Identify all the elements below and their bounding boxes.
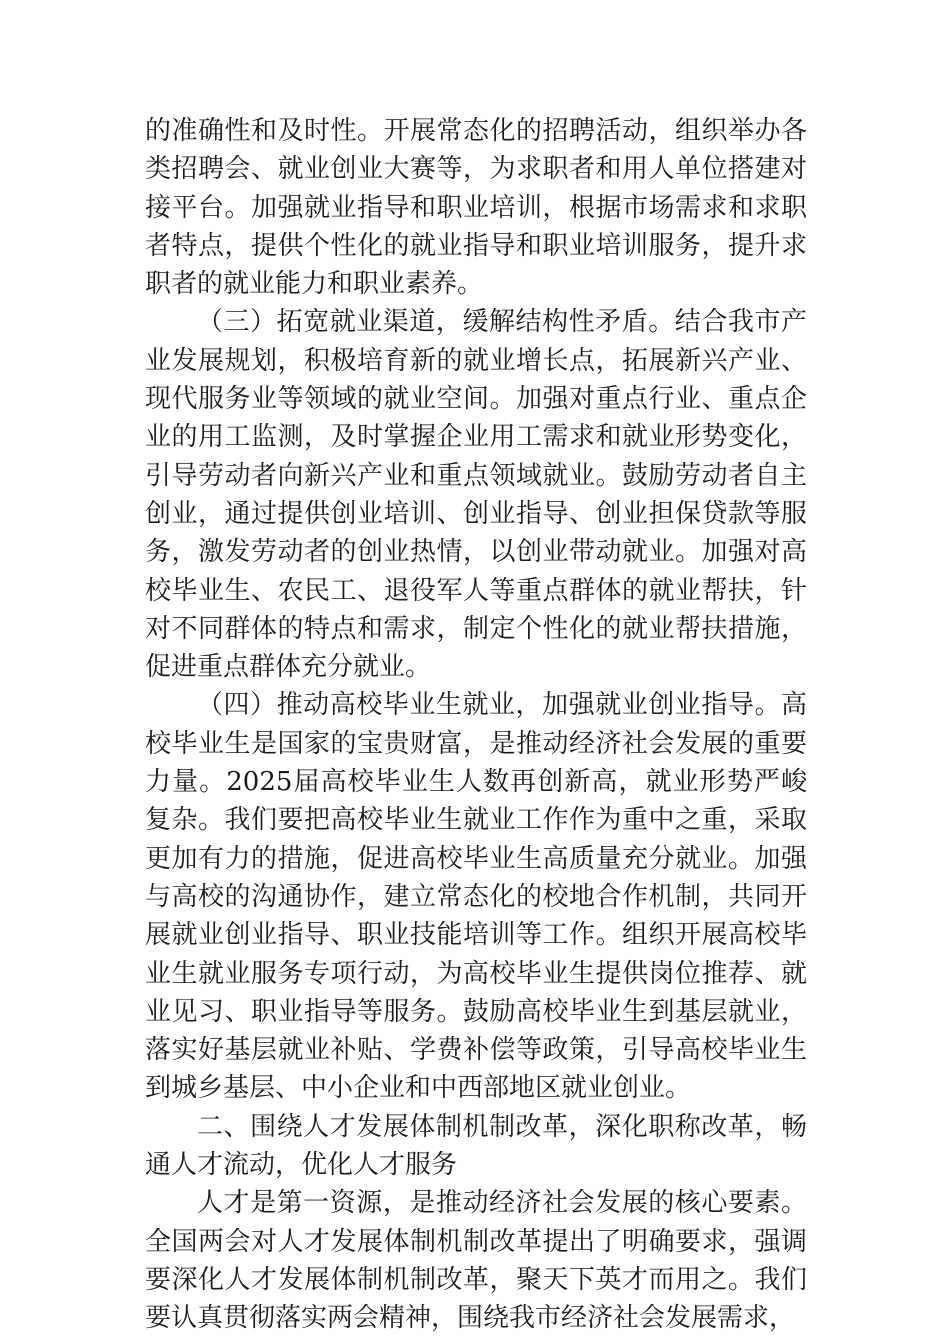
section-heading-two: 二、围绕人才发展体制机制改革，深化职称改革，畅通人才流动，优化人才服务 bbox=[145, 1111, 807, 1181]
paragraph-talent: 人才是第一资源，是推动经济社会发展的核心要素。全国两会对人才发展体制机制改革提出了明确要求，强调要深化人才发展体制机制改革，聚天下英才而用之。我们要认真贯彻落实两会精神，围绕我市经济社会发展需求， bbox=[145, 1188, 807, 1334]
document-page bbox=[145, 112, 807, 1338]
paragraph-continued: 的准确性和及时性。开展常态化的招聘活动，组织举办各类招聘会、就业创业大赛等，为求职者和用人单位搭建对接平台。加强就业指导和职业培训，根据市场需求和求职者特点，提供个性化的就业指导和职业培训服务，提升求职者的就业能力和职业素养。 bbox=[145, 116, 807, 300]
paragraph-section-three: （三）拓宽就业渠道，缓解结构性矛盾。结合我市产业发展规划，积极培育新的就业增长点，拓展新兴产业、现代服务业等领域的就业空间。加强对重点行业、重点企业的用工监测，及时掌握企业用工需求和就业形势变化，引导劳动者向新兴产业和重点领域就业。鼓励劳动者自主创业，通过提供创业培训、创业指导、创业担保贷款等服务，激发劳动者的创业热情，以创业带动就业。加强对高校毕业生、农民工、退役军人等重点群体的就业帮扶，针对不同群体的特点和需求，制定个性化的就业帮扶措施，促进重点群体充分就业。 bbox=[145, 307, 807, 683]
paragraph-section-four: （四）推动高校毕业生就业，加强就业创业指导。高校毕业生是国家的宝贵财富，是推动经济社会发展的重要力量。2025届高校毕业生人数再创新高，就业形势严峻复杂。我们要把高校毕业生就业工作作为重中之重，采取更加有力的措施，促进高校毕业生高质量充分就业。加强与高校的沟通协作，建立常态化的校地合作机制，共同开展就业创业指导、职业技能培训等工作。组织开展高校毕业生就业服务专项行动，为高校毕业生提供岗位推荐、就业见习、职业指导等服务。鼓励高校毕业生到基层就业，落实好基层就业补贴、学费补偿等政策，引导高校毕业生到城乡基层、中小企业和中西部地区就业创业。 bbox=[145, 690, 807, 1104]
